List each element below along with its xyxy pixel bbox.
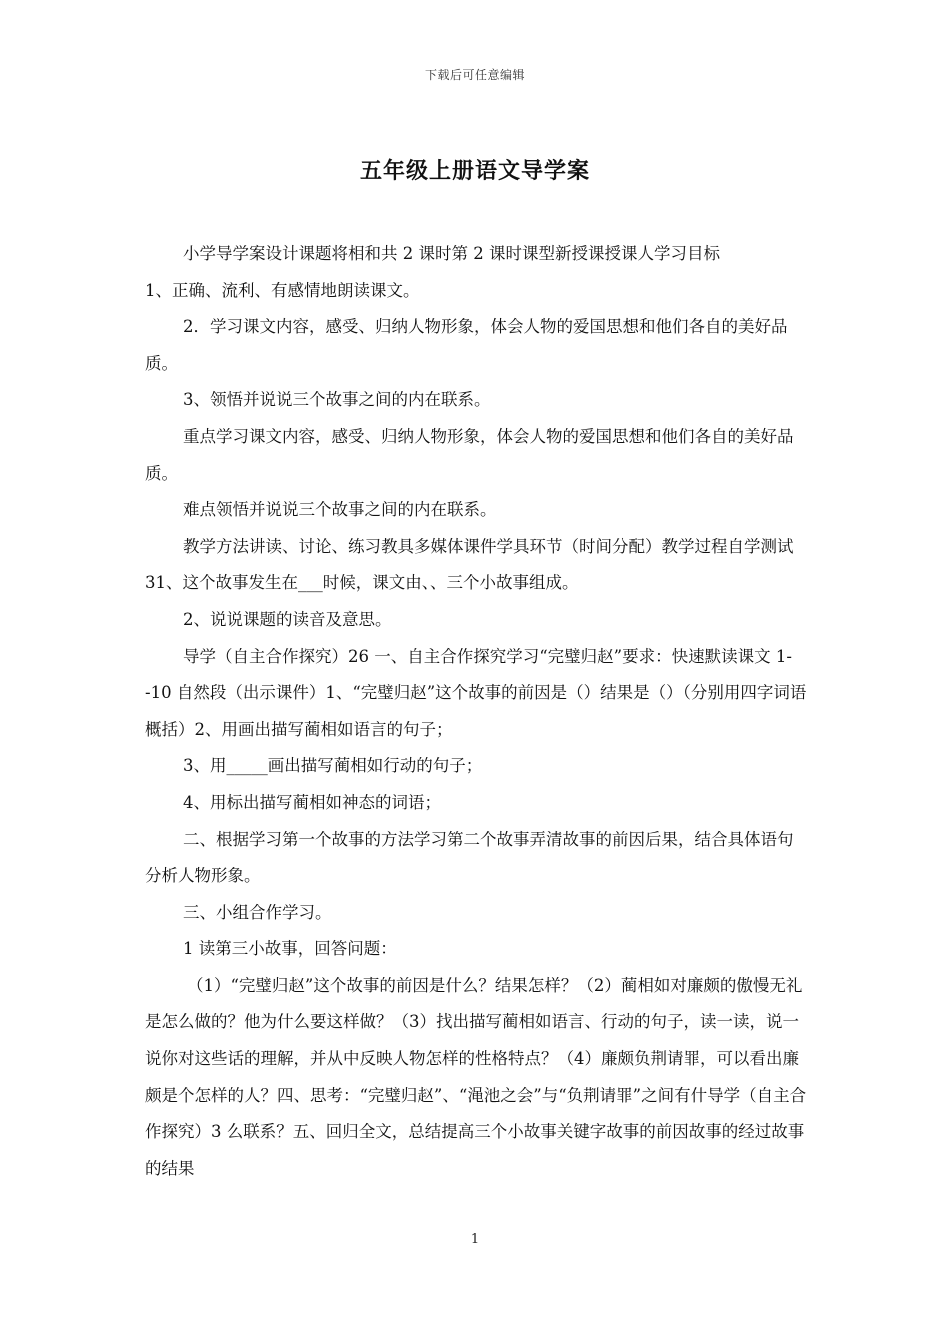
paragraph: 1 读第三小故事，回答问题： xyxy=(183,939,397,959)
paragraph: 2、说说课题的读音及意思。 xyxy=(183,609,392,629)
paragraph: 难点领悟并说说三个故事之间的内在联系。 xyxy=(183,500,497,520)
paragraph: 二、根据学习第一个故事的方法学习第二个故事弄清故事的前因后果，结合具体语句分析人物形象。 xyxy=(145,829,794,886)
paragraph: 导学（自主合作探究）26 一、自主合作探究学习“完璧归赵”要求：快速默读课文 1--10 自然段（出示课件）1、“完璧归赵”这个故事的前因是（）结果是（）（分别用四字词语概括）2、用画出描写蔺相如语言的句子； xyxy=(145,646,807,739)
paragraph: （1）“完璧归赵”这个故事的前因是什么？结果怎样？（2）蔺相如对廉颇的傲慢无礼是怎么做的？他为什么要这样做？（3）找出描写蔺相如语言、行动的句子，读一读，说一说你对这些话的理解，并从中反映人物怎样的性格特点？（4）廉颇负荆请罪，可以看出廉颇是个怎样的人？四、思考：“完璧归赵”、“渑池之会”与“负荆请罪”之间有什导学（自主合作探究）3 么联系？五、回归全文，总结提高三个小故事关键字故事的前因故事的经过故事的结果 xyxy=(145,975,807,1178)
paragraph: 三、小组合作学习。 xyxy=(183,902,332,922)
paragraph: 2．学习课文内容，感受、归纳人物形象，体会人物的爱国思想和他们各自的美好品质。 xyxy=(145,317,788,373)
paragraph: 3、领悟并说说三个故事之间的内在联系。 xyxy=(183,390,491,410)
page-number: 1 xyxy=(470,1232,480,1247)
paragraph: 3、用_____画出描写蔺相如行动的句子； xyxy=(183,756,483,776)
document-title: 五年级上册语文导学案 xyxy=(359,158,590,184)
paragraph: 4、用标出描写蔺相如神态的词语； xyxy=(183,792,441,812)
paragraph: 1、正确、流利、有感情地朗读课文。 xyxy=(145,280,420,300)
paragraph: 小学导学案设计课题将相和共 2 课时第 2 课时课型新授课授课人学习目标 xyxy=(183,244,720,263)
page-header: 下载后可任意编辑 xyxy=(424,68,525,82)
document-body xyxy=(145,236,808,1187)
paragraph: 教学方法讲读、讨论、练习教具多媒体课件学具环节（时间分配）教学过程自学测试 31、这个故事发生在___时候，课文由、、三个小故事组成。 xyxy=(145,536,794,593)
paragraph: 重点学习课文内容，感受、归纳人物形象，体会人物的爱国思想和他们各自的美好品质。 xyxy=(145,426,794,483)
